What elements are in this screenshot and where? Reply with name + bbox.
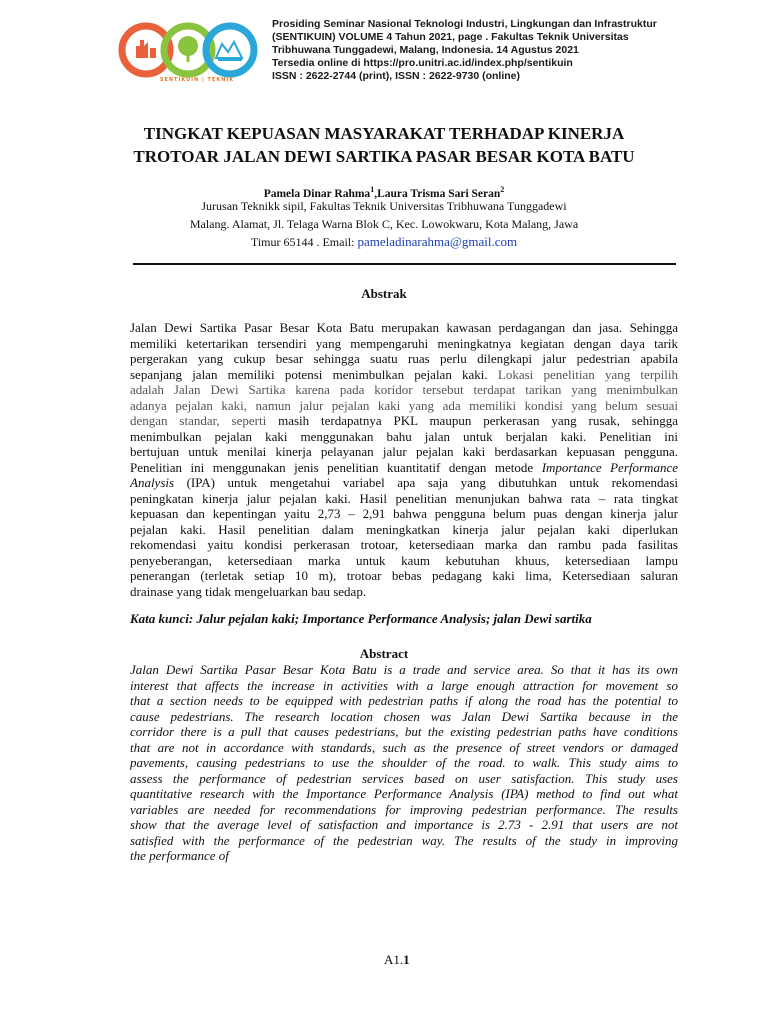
text-line: kepuasan dan kepentingan yaitu 2,73 – 2,91 bahwa pengguna belum puas dengan kinerja jalur — [130, 506, 678, 521]
text-segment: Penelitian ini menggunakan jenis penelitian kuantitatif dengan metode — [130, 459, 542, 475]
proceedings-header — [272, 18, 712, 83]
text-line: the performance of — [130, 848, 229, 863]
author-name: Pamela Dinar Rahma — [263, 187, 371, 200]
abstract-heading: Abstract — [359, 646, 409, 661]
text-segment: dengan standar, seperti — [130, 413, 279, 428]
text-segment: sepanjang jalan memiliki potensi menimbulkan pejalan kaki. — [130, 366, 488, 382]
text-line: adanya pejalan kaki, namun jalur pejalan kaki yang ada memiliki kondisi yang belum sesuai — [130, 397, 678, 413]
header-line[interactable]: Tersedia online di https://pro.unitri.ac.id/index.php/sentikuin — [272, 57, 573, 70]
title-line: TROTOAR JALAN DEWI SARTIKA PASAR BESAR KOTA BATU — [133, 147, 635, 166]
page-number — [384, 952, 410, 968]
text-segment: Importance Performance — [541, 459, 678, 475]
keywords: Kata kunci: Jalur pejalan kaki; Importance Performance Analysis; jalan Dewi sartika — [130, 611, 592, 626]
title-line: TINGKAT KEPUASAN MASYARAKAT TERHADAP KINERJA — [143, 124, 625, 143]
text-line: pavements, causing pedestrians to use the shoulder of the road. to walk. This study aims to — [130, 755, 678, 770]
text-line: adalah Jalan Dewi Sartika karena pada koridor tersebut terdapat tarikan yang menimbulkan — [130, 382, 678, 397]
text-line: Jalan Dewi Sartika Pasar Besar Kota Batu merupakan kawasan perdagangan dan jasa. Sehingga — [130, 320, 678, 335]
text-line — [130, 460, 678, 476]
text-line: bertujuan untuk menilai kinerja pelayanan jalur pejalan kaki berdasarkan kepuasan pengguna. — [130, 444, 678, 459]
header-line: (SENTIKUIN) VOLUME 4 Tahun 2021, page . Fakultas Teknik Universitas — [272, 31, 629, 44]
header-line: Tribhuwana Tunggadewi, Malang, Indonesia. 14 Agustus 2021 — [272, 44, 579, 57]
text-line — [130, 413, 678, 429]
author-separator: , — [374, 187, 378, 200]
author-superscript: 2 — [500, 185, 505, 194]
text-line: rekomendasi yaitu kondisi perkerasan trotoar, ketersediaan marka dan rambu pada fasilitas — [130, 537, 678, 552]
text-segment: (IPA) untuk mengetahui variabel apa saja yang dibutuhkan untuk rekomendasi — [174, 475, 678, 490]
email-link[interactable]: pameladinarahma@gmail.com — [357, 234, 518, 249]
logo-caption: SENTIKUIN | TEKNIK — [159, 77, 235, 83]
affiliation-line — [100, 233, 668, 251]
text-line: drainase yang tidak mengeluarkan bau sedap. — [130, 583, 367, 599]
page-number-prefix: A1. — [384, 952, 404, 967]
abstrak-heading: Abstrak — [361, 286, 407, 301]
text-line: that a section needs to be equipped with pedestrian paths if along the road has the potential to — [130, 693, 678, 708]
affiliation — [100, 197, 668, 251]
text-line: quantitative research with the Importance Performance Analysis (IPA) method to find out what — [130, 786, 678, 801]
text-line — [130, 475, 678, 491]
text-line: that are not in accordance with standards, such as the presence of street vendors or damaged — [130, 739, 678, 755]
affiliation-line: Jurusan Teknikk sipil, Fakultas Teknik Universitas Tribhuwana Tunggadewi — [201, 199, 567, 213]
text-line: show that the average level of satisfaction and importance is 2.73 - 2.91 that users are not — [130, 817, 678, 832]
text-line: penerangan (terletak setiap 10 m), trotoar bebas pedagang kaki lima, Ketersediaan saluran — [130, 568, 678, 583]
text-line: memiliki ketertarikan tersendiri yang mempengaruhi meningkatnya kegiatan dengan daya tarik — [130, 335, 678, 351]
author-name: Laura Trisma Sari Seran — [377, 187, 501, 200]
text-segment: masih terdapatnya PKL maupun perkerasan yang rusak, sehingga — [278, 413, 678, 428]
text-line: penyeberangan, ketersediaan marka untuk kaum kebutuhan khuus, ketersediaan lampu — [130, 552, 678, 568]
page-number-value: 1 — [403, 952, 410, 967]
header-line: Prosiding Seminar Nasional Teknologi Industri, Lingkungan dan Infrastruktur — [272, 18, 657, 30]
text-line — [130, 367, 678, 383]
text-line: peningkatan kinerja jalur pejalan kaki. Hasil penelitian menunjukan bahwa rata – rata tingkat — [130, 490, 678, 506]
text-segment: Analysis — [130, 475, 175, 490]
text-line: satisfied with the performance of the pedestrian way. The results of the study in improving — [130, 832, 678, 848]
text-line: interest that affects the increase in activities with a large enough attraction for movement so — [130, 677, 678, 693]
text-line: pejalan kaki. Hasil penelitian dalam meningkatkan kinerja jalur pejalan kaki diperlukan — [130, 521, 678, 537]
abstrak-body — [130, 320, 678, 599]
paper-title — [100, 122, 668, 168]
text-line: variables are needed for recommendations for improving pedestrian performance. The results — [130, 801, 678, 817]
text-line: cause pedestrians. The research location chosen was Jalan Dewi Sartika because in the — [130, 708, 678, 724]
text-line: corridor there is a pull that causes pedestrians, but the existing pedestrian paths have conditions — [130, 724, 678, 739]
text-line: menimbulkan pejalan kaki menggunakan bahu jalan untuk berjalan kaki. Penelitian ini — [130, 428, 678, 444]
header-divider — [133, 263, 676, 265]
text-line: assess the performance of pedestrian services based on user satisfaction. This study uses — [130, 770, 678, 786]
text-line: pergerakan yang cukup besar sehingga suatu ruas perlu dilengkapi jalur pedestrian apabila — [130, 351, 678, 366]
author-superscript: 1 — [370, 185, 375, 194]
text-line: Jalan Dewi Sartika Pasar Besar Kota Batu is a trade and service area. So that it has its own — [130, 662, 678, 677]
affiliation-line: Malang. Alamat, Jl. Telaga Warna Blok C, Kec. Lowokwaru, Kota Malang, Jawa — [189, 217, 579, 231]
abstract-body — [130, 662, 678, 864]
affiliation-text: Timur 65144 . Email: — [250, 235, 358, 249]
text-segment: Lokasi penelitian yang terpilih — [487, 366, 678, 382]
header-line: ISSN : 2622-2744 (print), ISSN : 2622-9730 (online) — [272, 70, 521, 83]
